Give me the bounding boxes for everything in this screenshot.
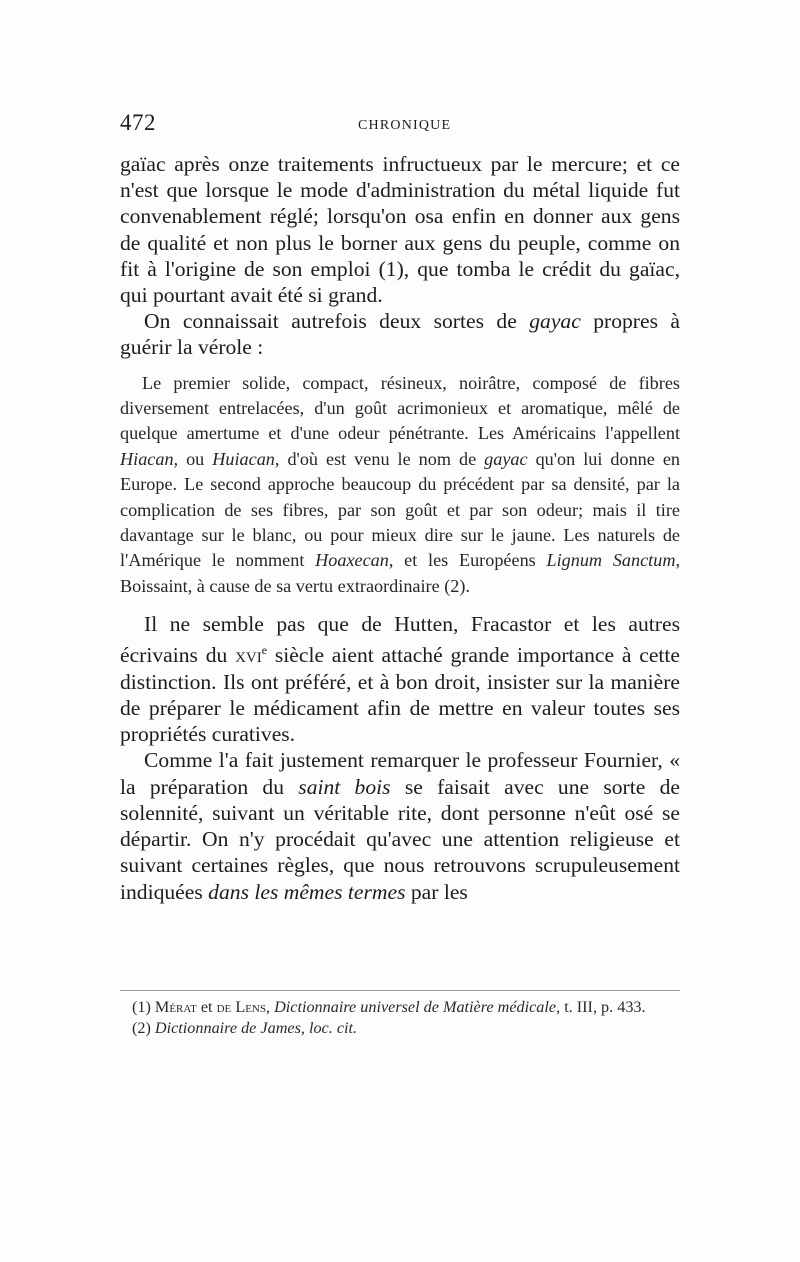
quote-text-f: Boissaint, à cause de sa vertu extraordinaire (2).	[120, 575, 470, 596]
quote-text-e: et les Européens	[393, 550, 547, 571]
footnote-1-author-a: Mérat	[154, 998, 197, 1016]
page-header	[120, 110, 680, 140]
quote-text-d: qu'on lui donne en Europe. Le second approche beaucoup du précédent par sa densité, par la complication de ses fibres, par son goût et par son odeur; mais il tire davantage sur le blanc, ou pour mieux dire sur le jaune. Les naturels de l'Amérique le nomment	[120, 448, 681, 571]
footnotes	[120, 997, 680, 1039]
paragraph-3-text-b: siècle aient attaché grande importance à cette distinction. Ils ont préféré, et à bon droit, insister sur la manière de préparer le médicament afin de mettre en valeur toutes ses propriétés curatives.	[120, 643, 680, 747]
quote-text-b: ou	[178, 448, 213, 469]
paragraph-2	[120, 308, 680, 360]
paragraph-2-text-a: On connaissait autrefois deux sortes de	[144, 309, 530, 334]
paragraph-4-text-b: se faisait avec une sorte de solennité, suivant un véritable rite, dont personne n'eût osé se départir. On n'y procédait qu'avec une attention religieuse et suivant certaines règles, que nous retrouvons scrupuleusement indiquées	[120, 774, 680, 904]
paragraph-4-text-c: par les	[405, 879, 468, 904]
quote-emphasis-2: Huiacan,	[212, 448, 280, 469]
quote-emphasis-1: Hiacan,	[120, 448, 179, 469]
paragraph-3-text-a: Il ne semble pas que de Hutten, Fracastor et les autres écrivains du	[120, 612, 680, 668]
paragraph-4-emphasis-2: dans les mêmes termes	[208, 879, 406, 904]
block-quote	[120, 361, 680, 612]
quote-emphasis-5: Lignum Sanctum,	[546, 550, 680, 571]
page-number: 472	[120, 110, 156, 135]
footnote-1-author-b: de Lens,	[216, 998, 271, 1016]
paragraph-2-emphasis: gayac	[529, 309, 581, 334]
footnote-1-number: (1)	[132, 998, 151, 1016]
footnote-1	[120, 997, 680, 1018]
quote-emphasis-3: gayac	[484, 448, 528, 469]
footnote-1-title: Dictionnaire universel de Matière médicale,	[270, 998, 561, 1016]
footnote-1-conjunction: et	[196, 998, 217, 1016]
paragraph-4-text-a: Comme l'a fait justement remarquer le professeur Fournier, « la préparation du	[120, 748, 680, 799]
paragraph-1: gaïac après onze traitements infructueux par le mercure; et ce n'est que lorsque le mode d'administration du métal liquide fut convenablement réglé; lorsqu'on osa enfin en donner aux gens de qualité et non plus le borner aux gens du peuple, comme on fit à l'origine de son emploi (1), que tomba le crédit du gaïac, qui pourtant avait été si grand.	[120, 152, 680, 308]
quote-text-a: Le premier solide, compact, résineux, noirâtre, composé de fibres diversement entrelacées, d'un goût acrimonieux et aromatique, mêlé de quelque amertume et d'une odeur pénétrante. Les Américains l'appellent	[120, 372, 680, 444]
paragraph-2-text-b: propres à guérir la vérole :	[120, 309, 680, 360]
footnote-divider	[120, 990, 680, 991]
paragraph-4-emphasis-1: saint bois	[298, 774, 391, 799]
century-superscript: e	[261, 643, 268, 658]
main-text	[120, 151, 680, 905]
footnote-1-reference: t. III, p. 433.	[560, 998, 646, 1016]
running-head: CHRONIQUE	[358, 118, 452, 133]
paragraph-3	[120, 611, 680, 747]
footnote-2-title: Dictionnaire de James, loc. cit.	[150, 1019, 358, 1037]
quote-emphasis-4: Hoaxecan,	[315, 550, 394, 571]
footnote-2	[120, 1018, 680, 1039]
paragraph-4	[120, 747, 680, 904]
century-numeral: xvi	[235, 643, 262, 668]
footnote-2-number: (2)	[132, 1019, 151, 1037]
quote-text-c: d'où est venu le nom de	[279, 448, 485, 469]
